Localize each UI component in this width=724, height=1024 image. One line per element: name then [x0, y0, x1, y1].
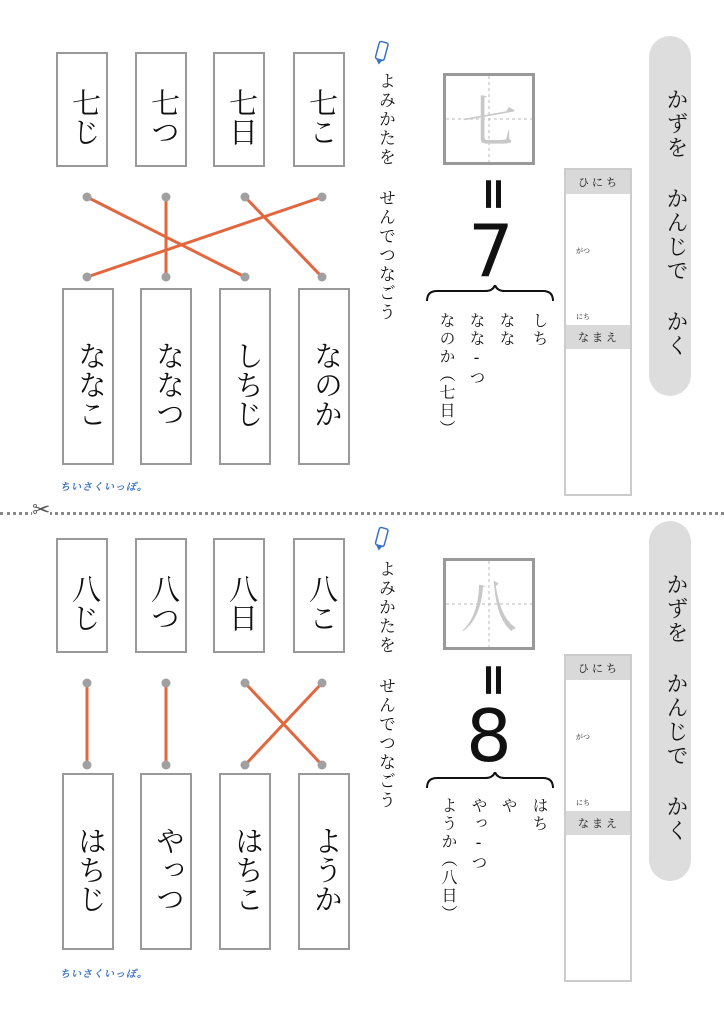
day-label: にち: [576, 313, 590, 321]
connection-dot[interactable]: [241, 761, 250, 770]
connection-dot[interactable]: [83, 193, 92, 202]
bottom-card[interactable]: はちじ: [62, 773, 114, 950]
kanji-tracing-box: [443, 73, 535, 165]
connection-dot[interactable]: [318, 679, 327, 688]
bottom-card[interactable]: ななこ: [62, 288, 114, 465]
reading-4: なのか（七日）: [437, 312, 456, 438]
instruction-text: よみかたを せんでつなごう: [375, 560, 395, 810]
top-card[interactable]: 七こ: [293, 52, 345, 167]
connection-dot[interactable]: [241, 273, 250, 282]
date-label: ひにち: [566, 656, 630, 680]
section-title: かずを かんじで かく: [649, 36, 691, 396]
connection-line: [245, 683, 322, 765]
kanji-tracing-box: [443, 558, 535, 650]
connection-dot[interactable]: [162, 761, 171, 770]
brace: [425, 285, 565, 305]
top-card[interactable]: 七じ: [56, 52, 108, 167]
reading-2: や: [499, 797, 518, 815]
connection-dot[interactable]: [241, 679, 250, 688]
connection-line: [245, 683, 322, 765]
connection-dot[interactable]: [318, 273, 327, 282]
equals-sign: =: [468, 661, 520, 699]
connection-dot[interactable]: [241, 193, 250, 202]
equals-sign: =: [468, 175, 520, 213]
connection-line: [245, 197, 322, 277]
reading-3: なな-つ: [467, 312, 486, 387]
connection-dot[interactable]: [318, 761, 327, 770]
top-card[interactable]: 八じ: [56, 538, 108, 653]
connection-dot[interactable]: [162, 273, 171, 282]
scissors-icon: ✂: [32, 498, 51, 523]
reading-3: やっ-つ: [469, 797, 488, 872]
connection-dot[interactable]: [83, 761, 92, 770]
name-label: なまえ: [566, 811, 630, 835]
brace: [425, 772, 565, 792]
top-card[interactable]: 八つ: [135, 538, 187, 653]
cut-line: [0, 512, 724, 515]
connection-dot[interactable]: [83, 273, 92, 282]
kanji-character: 八: [461, 576, 517, 641]
top-card[interactable]: 七つ: [135, 52, 187, 167]
connection-line: [87, 197, 322, 277]
bottom-card[interactable]: ななつ: [140, 288, 192, 465]
bottom-card[interactable]: はちこ: [219, 773, 271, 950]
date-name-form: [564, 168, 632, 496]
bottom-card[interactable]: なのか: [298, 288, 350, 465]
number: 7: [468, 209, 514, 293]
reading-2: なな: [497, 312, 516, 348]
connection-dot[interactable]: [162, 193, 171, 202]
reading-4: ようか（八日）: [439, 797, 458, 923]
top-card[interactable]: 八日: [213, 538, 265, 653]
connection-dot[interactable]: [83, 679, 92, 688]
month-label: がつ: [576, 733, 590, 741]
name-label: なまえ: [566, 325, 630, 349]
date-name-form: [564, 654, 632, 982]
pencil-icon: [372, 526, 392, 552]
kanji-character: 七: [461, 91, 517, 156]
bottom-card[interactable]: やっつ: [140, 773, 192, 950]
bottom-card[interactable]: しちじ: [219, 288, 271, 465]
date-label: ひにち: [566, 170, 630, 194]
connection-line: [87, 197, 245, 277]
section-title: かずを かんじで かく: [649, 521, 691, 881]
top-card[interactable]: 七日: [213, 52, 265, 167]
reading-1: はち: [530, 797, 549, 833]
day-label: にち: [576, 799, 590, 807]
bottom-card[interactable]: ようか: [298, 773, 350, 950]
pencil-icon: [372, 40, 392, 66]
number: 8: [466, 694, 512, 778]
month-label: がつ: [576, 247, 590, 255]
reading-1: しち: [530, 312, 549, 348]
logo: ちいさくいっぽ。: [60, 969, 148, 980]
top-card[interactable]: 八こ: [293, 538, 345, 653]
instruction-text: よみかたを せんでつなごう: [375, 72, 395, 322]
connection-dot[interactable]: [162, 679, 171, 688]
connection-dot[interactable]: [318, 193, 327, 202]
logo: ちいさくいっぽ。: [60, 482, 148, 493]
